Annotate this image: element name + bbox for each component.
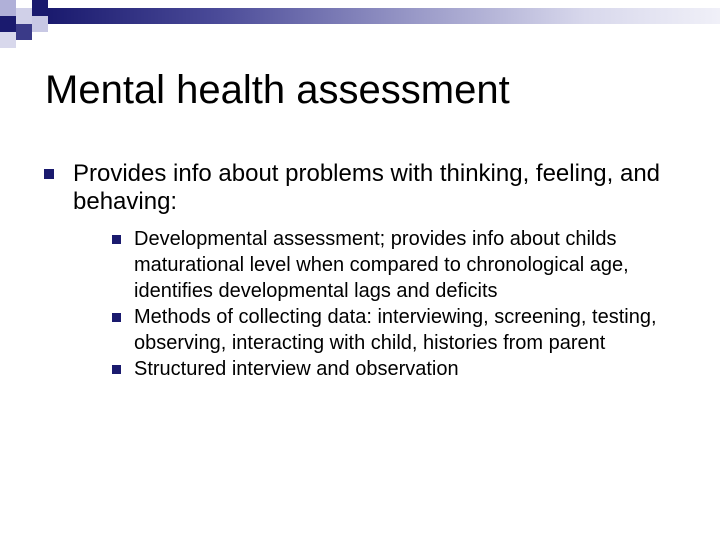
checker-square [0,16,16,32]
sub-bullet-item [112,226,702,304]
slide-title: Mental health assessment [45,68,510,112]
header-gradient-bar [48,8,720,24]
checker-square [0,0,16,16]
main-bullet-point [44,160,684,216]
sub-bullet-item [112,304,702,356]
sub-bullet-text: Structured interview and observation [134,358,459,380]
square-bullet-icon [44,169,54,179]
square-bullet-icon [112,235,121,244]
sub-bullet-list [112,226,702,382]
checker-square [32,0,48,16]
square-bullet-icon [112,313,121,322]
header-decoration [0,0,720,48]
square-bullet-icon [112,365,121,374]
sub-bullet-text: Methods of collecting data: interviewing, screening, testing, observing, interacting with child, histories from parent [134,306,657,354]
checker-square [32,16,48,32]
checker-square [0,32,16,48]
main-point-text: Provides info about problems with thinking, feeling, and behaving: [73,160,661,215]
checker-square [16,8,32,24]
sub-bullet-item [112,356,702,382]
checker-square [16,24,32,40]
sub-bullet-text: Developmental assessment; provides info about childs maturational level when compared to chronological age, identifies developmental lags and deficits [134,228,629,302]
